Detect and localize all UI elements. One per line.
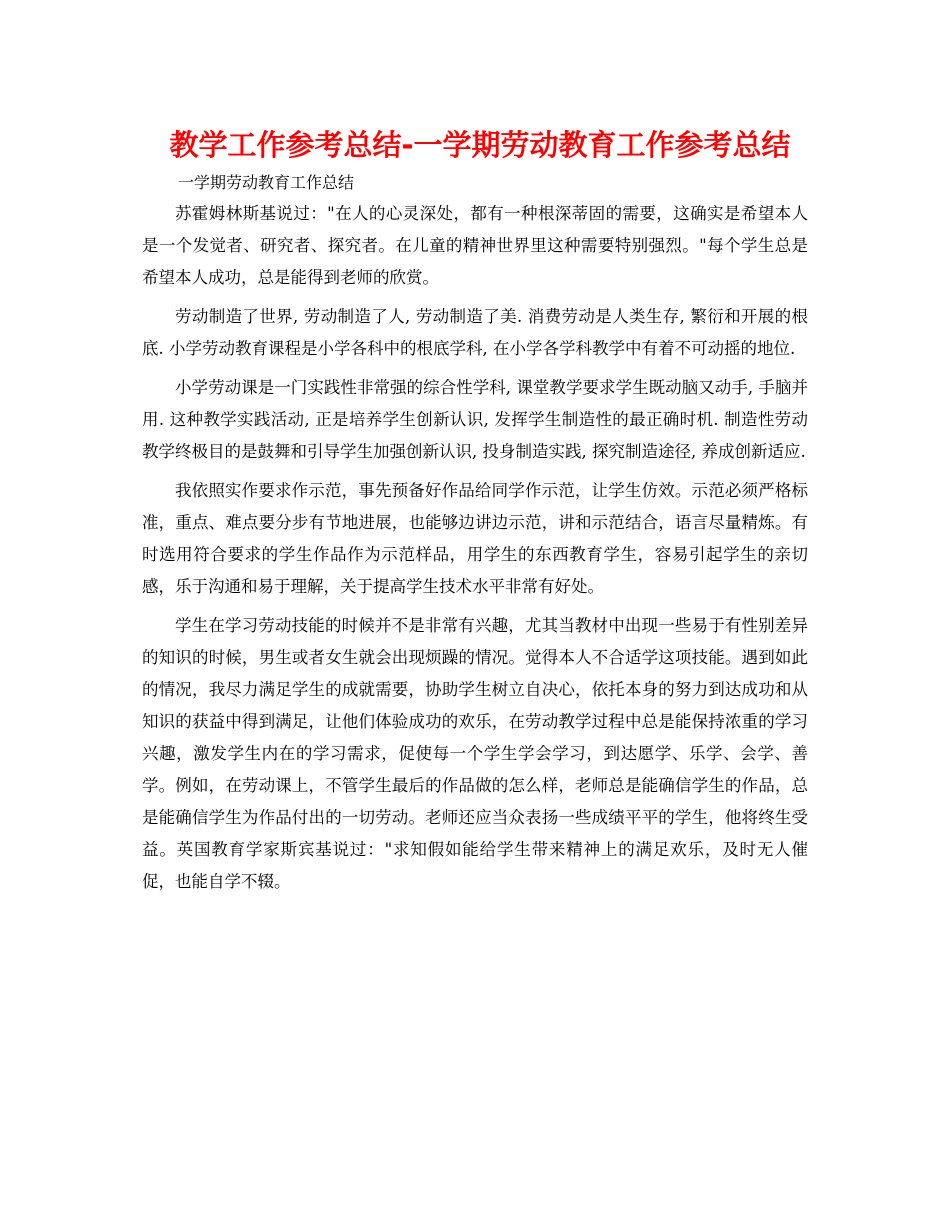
- document-body: [142, 198, 808, 905]
- paragraph: 小学劳动课是一门实践性非常强的综合性学科, 课堂教学要求学生既动脑又动手, 手脑并用. 这种教学实践活动, 正是培养学生创新认识, 发挥学生制造性的最正确时机. 制造性劳动教学终极目的是鼓舞和引导学生加强创新认识, 投身制造实践, 探究制造途径, 养成创新适应.: [142, 378, 808, 461]
- paragraph: 苏霍姆林斯基说过："在人的心灵深处，都有一种根深蒂固的需要，这确实是希望本人是一个发觉者、研究者、探究者。在儿童的精神世界里这种需要特别强烈。"每个学生总是希望本人成功，总是能得到老师的欣赏。: [142, 204, 808, 287]
- document-title: 教学工作参考总结-一学期劳动教育工作参考总结: [169, 128, 791, 162]
- document-subtitle: 一学期劳动教育工作总结: [178, 173, 355, 192]
- paragraph: 学生在学习劳动技能的时候并不是非常有兴趣，尤其当教材中出现一些易于有性别差异的知识的时候，男生或者女生就会出现烦躁的情况。觉得本人不合适学这项技能。遇到如此的情况，我尽力满足学生的成就需要，协助学生树立自决心，依托本身的努力到达成功和从知识的获益中得到满足，让他们体验成功的欢乐，在劳动教学过程中总是能保持浓重的学习兴趣，激发学生内在的学习需求，促使每一个学生学会学习，到达愿学、乐学、会学、善学。例如，在劳动课上，不管学生最后的作品做的怎么样，老师总是能确信学生的作品，总是能确信学生为作品付出的一切劳动。老师还应当众表扬一些成绩平平的学生，他将终生受益。英国教育学家斯宾基说过："求知假如能给学生带来精神上的满足欢乐，及时无人催促，也能自学不辍。: [142, 616, 808, 891]
- paragraph: 我依照实作要求作示范，事先预备好作品给同学作示范，让学生仿效。示范必须严格标准，重点、难点要分步有节地进展，也能够边讲边示范，讲和示范结合，语言尽量精炼。有时选用符合要求的学生作品作为示范样品，用学生的东西教育学生，容易引起学生的亲切感，乐于沟通和易于理解，关于提高学生技术水平非常有好处。: [142, 481, 808, 596]
- paragraph: 劳动制造了世界, 劳动制造了人, 劳动制造了美. 消费劳动是人类生存, 繁衍和开展的根底. 小学劳动教育课程是小学各科中的根底学科, 在小学各学科教学中有着不可动摇的地位.: [142, 307, 808, 358]
